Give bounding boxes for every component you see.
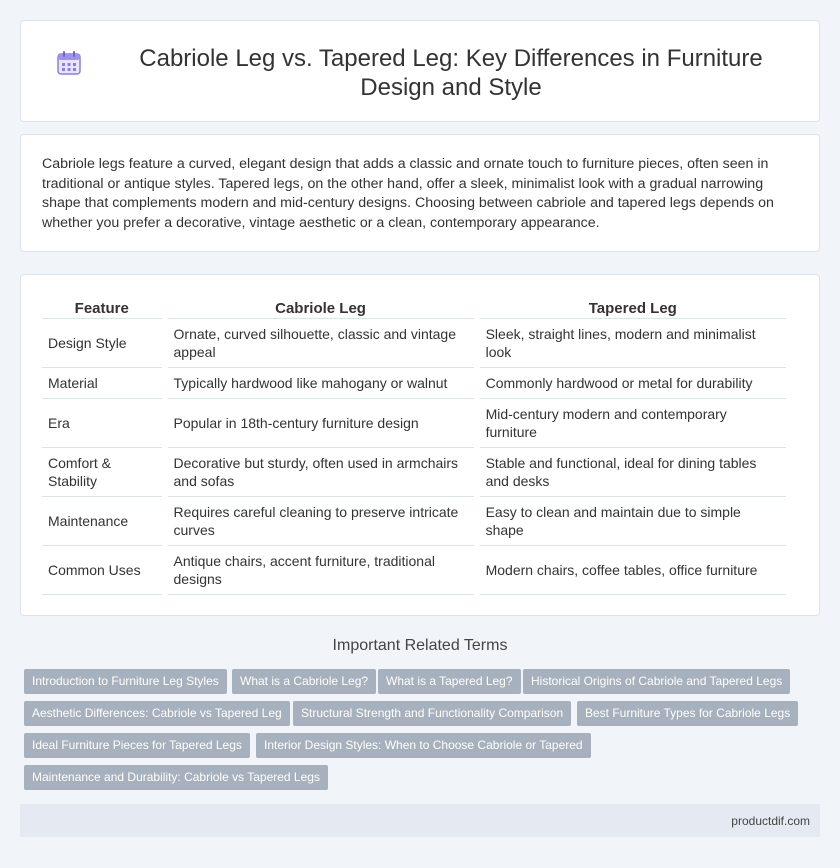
header-cabriole: Cabriole Leg <box>168 295 474 319</box>
table-cell: Common Uses <box>42 546 162 595</box>
header-tapered: Tapered Leg <box>480 295 786 319</box>
table-row <box>42 399 786 448</box>
table-cell: Modern chairs, coffee tables, office furniture <box>480 546 786 595</box>
related-term-link[interactable]: Interior Design Styles: When to Choose Cabriole or Tapered <box>256 733 591 758</box>
table-cell: Material <box>42 368 162 399</box>
comparison-table <box>36 295 792 595</box>
table-cell: Design Style <box>42 319 162 368</box>
related-term-link[interactable]: Best Furniture Types for Cabriole Legs <box>577 701 798 726</box>
table-cell: Requires careful cleaning to preserve intricate curves <box>168 497 474 546</box>
comparison-table-card <box>20 274 820 616</box>
table-cell: Stable and functional, ideal for dining tables and desks <box>480 448 786 497</box>
related-terms-title: Important Related Terms <box>332 637 508 654</box>
table-cell: Era <box>42 399 162 448</box>
page-title: Cabriole Leg vs. Tapered Leg: Key Differences in Furniture Design and Style <box>139 45 763 101</box>
table-cell: Decorative but sturdy, often used in armchairs and sofas <box>168 448 474 497</box>
related-term-link[interactable]: What is a Tapered Leg? <box>378 669 521 694</box>
table-cell: Easy to clean and maintain due to simple shape <box>480 497 786 546</box>
related-term-link[interactable]: Aesthetic Differences: Cabriole vs Tapered Leg <box>24 701 290 726</box>
footer <box>20 804 820 837</box>
related-term-link[interactable]: Historical Origins of Cabriole and Tapered Legs <box>523 669 790 694</box>
table-row <box>42 497 786 546</box>
header-feature: Feature <box>42 295 162 319</box>
table-cell: Sleek, straight lines, modern and minimalist look <box>480 319 786 368</box>
table-cell: Antique chairs, accent furniture, traditional designs <box>168 546 474 595</box>
table-row <box>42 448 786 497</box>
table-cell: Ornate, curved silhouette, classic and vintage appeal <box>168 319 474 368</box>
related-term-link[interactable]: Introduction to Furniture Leg Styles <box>24 669 227 694</box>
related-term-link[interactable]: Maintenance and Durability: Cabriole vs Tapered Legs <box>24 765 328 790</box>
table-cell: Mid-century modern and contemporary furniture <box>480 399 786 448</box>
related-term-link[interactable]: Ideal Furniture Pieces for Tapered Legs <box>24 733 250 758</box>
intro-text: Cabriole legs feature a curved, elegant design that adds a classic and ornate touch to furniture pieces, often seen in traditional or antique styles. Tapered legs, on the other hand, offer a sleek, minimalist look with a gradual narrowing shape that complements modern and mid-century designs. Choosing between cabriole and tapered legs depends on whether you prefer a decorative, vintage aesthetic or a clean, contemporary appearance. <box>42 156 774 231</box>
table-cell: Typically hardwood like mahogany or walnut <box>168 368 474 399</box>
table-cell: Commonly hardwood or metal for durability <box>480 368 786 399</box>
related-term-link[interactable]: What is a Cabriole Leg? <box>232 669 376 694</box>
table-cell: Popular in 18th-century furniture design <box>168 399 474 448</box>
footer-site[interactable]: productdif.com <box>731 814 810 828</box>
calendar-icon <box>55 49 83 77</box>
table-cell: Comfort & Stability <box>42 448 162 497</box>
intro-card <box>20 134 820 252</box>
related-term-link[interactable]: Structural Strength and Functionality Comparison <box>293 701 571 726</box>
table-row <box>42 546 786 595</box>
table-row <box>42 319 786 368</box>
table-row <box>42 368 786 399</box>
table-cell: Maintenance <box>42 497 162 546</box>
title-card <box>20 20 820 122</box>
table-header-row <box>42 295 786 319</box>
